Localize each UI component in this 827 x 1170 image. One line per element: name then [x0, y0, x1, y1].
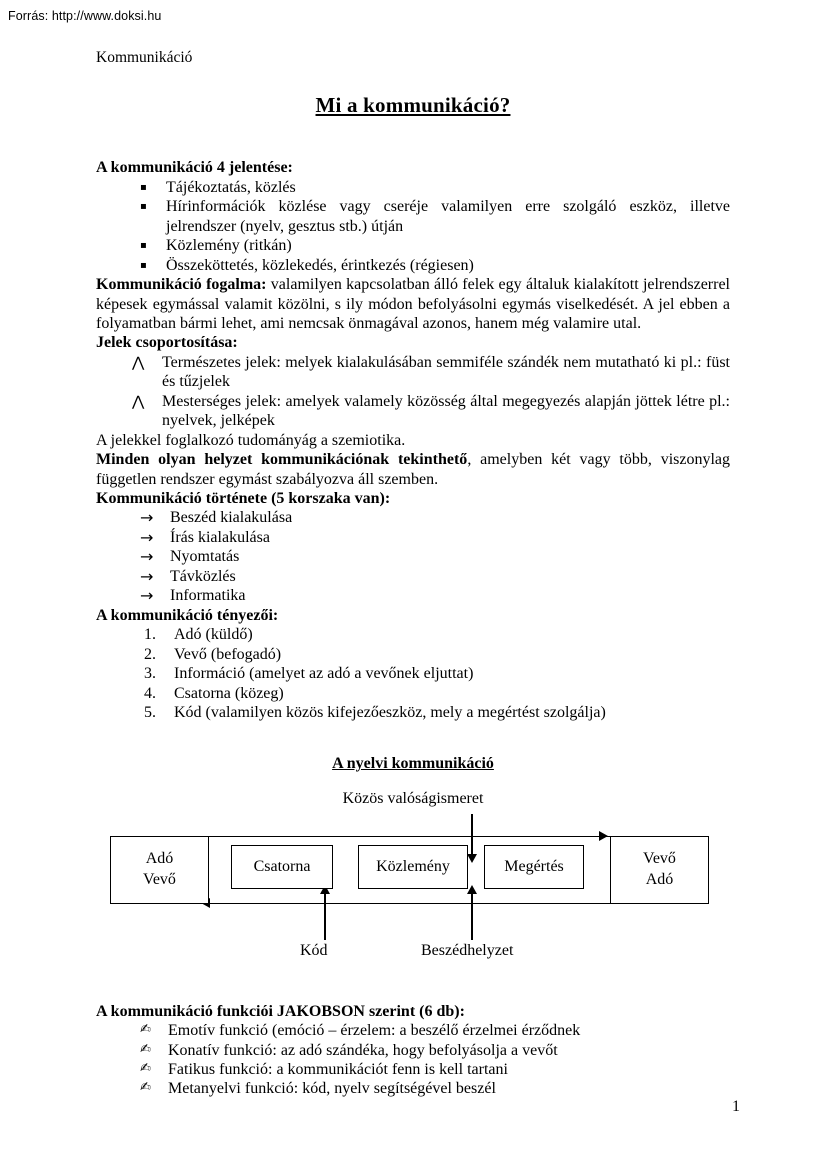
- square-bullet-icon: ▪: [140, 201, 147, 213]
- diagram-box-receiver: [610, 836, 709, 904]
- diagram-box-understanding: Megértés: [484, 845, 584, 889]
- diagram-shaft-down: [471, 814, 473, 858]
- diagram-shaft-up-situation: [471, 890, 473, 940]
- list-item-label: Beszéd kialakulása: [170, 509, 293, 527]
- diagram-arrowhead-up-situation: [467, 885, 477, 894]
- list-item: [96, 547, 730, 566]
- spacer: [96, 738, 730, 754]
- diagram-box-sender: [110, 836, 209, 904]
- list-item: [96, 1021, 730, 1040]
- diagram-box-channel: Csatorna: [231, 845, 333, 889]
- list-item: [96, 684, 730, 703]
- pencil-icon: ✍: [140, 1080, 151, 1096]
- list-item: [96, 236, 730, 255]
- list-item-label: Kód (valamilyen közös kifejezőeszköz, mely a megértést szolgálja): [174, 703, 606, 721]
- list-item-number: 5.: [144, 703, 156, 721]
- list-item: [96, 178, 730, 197]
- section-heading-factors: A kommunikáció tényezői:: [96, 606, 279, 624]
- list-factors: [96, 625, 730, 722]
- situation-lead-in: Minden olyan helyzet kommunikációnak tekinthető: [96, 451, 468, 469]
- list-item: [96, 508, 730, 527]
- list-item-label: Metanyelvi funkció: kód, nyelv segítségével beszél: [168, 1080, 496, 1098]
- list-item-label: Nyomtatás: [170, 548, 240, 566]
- list-item-label: Írás kialakulása: [170, 528, 270, 546]
- list-item: [96, 586, 730, 605]
- list-item-label: Tájékoztatás, közlés: [166, 178, 296, 196]
- list-item-label: Természetes jelek: melyek kialakulásában semmiféle szándék nem mutatható ki pl.: füst és tűzjelek: [162, 353, 730, 391]
- arrow-right-icon: →: [140, 508, 154, 528]
- section-heading-meanings: A kommunikáció 4 jelentése:: [96, 159, 293, 177]
- document-content: [96, 48, 730, 1099]
- paragraph-situation: [96, 450, 730, 489]
- section-heading-signs: Jelek csoportosítása:: [96, 334, 238, 352]
- list-item-label: Összeköttetés, közlekedés, érintkezés (régiesen): [166, 256, 474, 274]
- page-title: Mi a kommunikáció?: [315, 93, 511, 118]
- list-item-number: 1.: [144, 626, 156, 644]
- list-item: [96, 1060, 730, 1079]
- page-number: 1: [732, 1098, 740, 1115]
- arrow-right-icon: →: [140, 586, 154, 606]
- pencil-icon: ✍: [140, 1060, 151, 1076]
- definition-lead-in: Kommunikáció fogalma:: [96, 276, 267, 294]
- communication-diagram: [96, 790, 730, 986]
- definition-body: valamilyen kapcsolatban álló felek egy általuk kialakított jelrendszerrel képesek egymással valamit közölni, s ily módon befolyásolni egymás viselkedését. A jel ebben a folyamatban bármi lehet, ami nemcsak önmagával azonos, hanem még valamire utal.: [96, 276, 730, 332]
- diagram-shaft-up-kod: [324, 890, 326, 940]
- list-item: [96, 567, 730, 586]
- list-item: [96, 392, 730, 431]
- diagram-box-message: Közlemény: [358, 845, 468, 889]
- list-item: [96, 645, 730, 664]
- section-heading-functions: A kommunikáció funkciói JAKOBSON szerint (6 db):: [96, 1002, 465, 1020]
- running-head: Kommunikáció: [96, 49, 193, 66]
- caret-bullet-icon: ⋀: [132, 392, 145, 410]
- diagram-box-line1: Vevő: [643, 849, 676, 867]
- paragraph-semiotics: A jelekkel foglalkozó tudományág a szemiotika.: [96, 431, 406, 449]
- list-item-label: Informatika: [170, 587, 246, 605]
- section-heading-linguistic: A nyelvi kommunikáció: [332, 755, 494, 773]
- list-item: [96, 1079, 730, 1098]
- list-functions: [96, 1021, 730, 1099]
- list-item: [96, 625, 730, 644]
- list-item: [96, 353, 730, 392]
- diagram-box-line2: Adó: [645, 870, 674, 888]
- list-signs: [96, 353, 730, 431]
- paragraph-definition: [96, 275, 730, 333]
- list-item: [96, 1041, 730, 1060]
- list-item: [96, 703, 730, 722]
- list-item: [96, 664, 730, 683]
- list-item-label: Konatív funkció: az adó szándéka, hogy befolyásolja a vevőt: [168, 1041, 558, 1059]
- list-history: [96, 508, 730, 605]
- list-item-label: Közlemény (ritkán): [166, 237, 292, 255]
- pencil-icon: ✍: [140, 1041, 151, 1057]
- list-item-label: Csatorna (közeg): [174, 684, 284, 702]
- square-bullet-icon: ▪: [140, 259, 147, 271]
- list-item-label: Mesterséges jelek: amelyek valamely közösség által megegyezés alapján jöttek létre pl.: nyelvek, jelképek: [162, 392, 730, 430]
- diagram-caption-top: Közös valóságismeret: [342, 789, 484, 807]
- list-item-label: Adó (küldő): [174, 626, 253, 644]
- arrow-right-icon: →: [140, 527, 154, 547]
- square-bullet-icon: ▪: [140, 181, 147, 193]
- list-item-label: Vevő (befogadó): [174, 645, 282, 663]
- list-item-label: Emotív funkció (emóció – érzelem: a beszélő érzelmei érződnek: [168, 1022, 581, 1040]
- list-item: [96, 528, 730, 547]
- diagram-box-line1: Adó: [145, 849, 174, 867]
- arrow-right-icon: →: [140, 566, 154, 586]
- section-heading-history: Kommunikáció története (5 korszaka van):: [96, 489, 391, 507]
- source-url-text: Forrás: http://www.doksi.hu: [8, 9, 162, 23]
- list-item-label: Távközlés: [170, 567, 236, 585]
- caret-bullet-icon: ⋀: [132, 353, 145, 371]
- diagram-arrowhead-right: [599, 831, 608, 841]
- list-meanings: [96, 178, 730, 275]
- list-item-label: Hírinformációk közlése vagy cseréje valamilyen erre szolgáló eszköz, illetve jelrendszer (nyelv, gesztus stb.) útján: [166, 198, 730, 235]
- list-item: [96, 197, 730, 236]
- diagram-label-beszedhelyzet: Beszédhelyzet: [421, 941, 514, 959]
- list-item-number: 4.: [144, 684, 156, 702]
- list-item-label: Információ (amelyet az adó a vevőnek eljuttat): [174, 665, 474, 683]
- diagram-box-line2: Vevő: [143, 870, 176, 888]
- situation-body: , amelyben két vagy több, viszonylag független rendszer egymást szabályozva áll szemben.: [96, 451, 731, 488]
- square-bullet-icon: ▪: [140, 240, 147, 252]
- pencil-icon: ✍: [140, 1022, 151, 1038]
- list-item: [96, 256, 730, 275]
- diagram-arrowhead-down: [467, 854, 477, 863]
- list-item-label: Fatikus funkció: a kommunikációt fenn is kell tartani: [168, 1060, 508, 1078]
- list-item-number: 2.: [144, 645, 156, 663]
- spacer: [96, 986, 730, 1002]
- arrow-right-icon: →: [140, 547, 154, 567]
- list-item-number: 3.: [144, 665, 156, 683]
- spacer: [96, 722, 730, 738]
- diagram-label-kod: Kód: [300, 941, 328, 959]
